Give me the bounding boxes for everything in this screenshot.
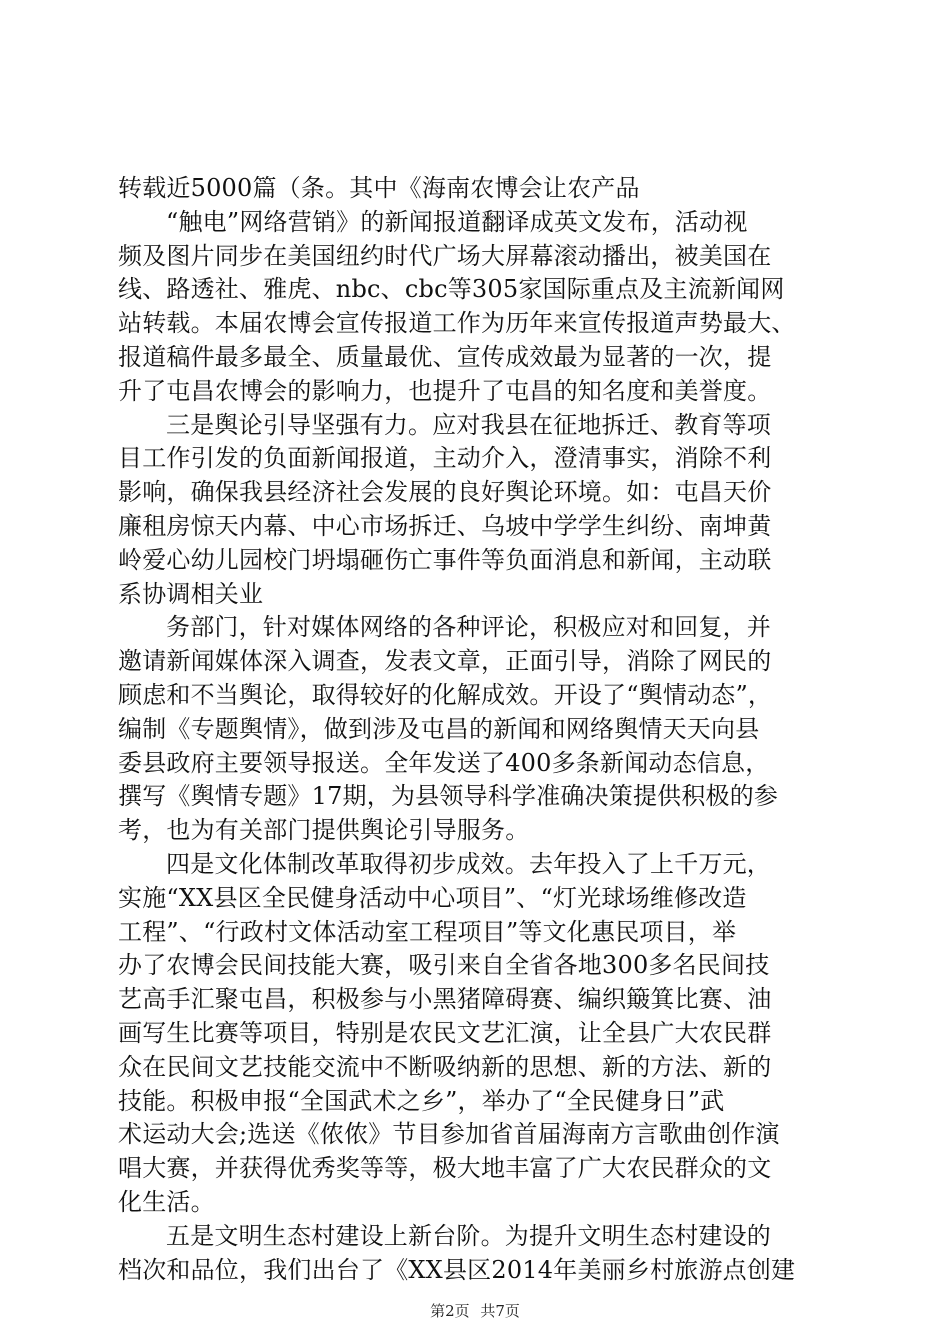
text-line: 考，也为有关部门提供舆论引导服务。 <box>118 816 530 845</box>
text-line: 委县政府主要领导报送。全年发送了400多条新闻动态信息， <box>118 748 770 777</box>
text-line: 画写生比赛等项目，特别是农民文艺汇演，让全县广大农民群 <box>118 1018 772 1047</box>
text-line: 报道稿件最多最全、质量最优、宣传成效最为显著的一次，提 <box>118 342 772 371</box>
text-line: 三是舆论引导坚强有力。应对我县在征地拆迁、教育等项 <box>166 410 771 439</box>
text-line: 频及图片同步在美国纽约时代广场大屏幕滚动播出，被美国在 <box>118 241 772 270</box>
page-number: 第2页 <box>430 1302 470 1320</box>
text-line: 目工作引发的负面新闻报道，主动介入，澄清事实，消除不利 <box>118 444 772 473</box>
document-body <box>118 172 878 1287</box>
text-line: 站转载。本届农博会宣传报道工作为历年来宣传报道声势最大、 <box>118 309 796 338</box>
total-pages: 共7页 <box>480 1302 520 1320</box>
text-line: 实施“XX县区全民健身活动中心项目”、“灯光球场维修改造 <box>118 883 747 912</box>
text-line: 转载近5000篇（条。其中《海南农博会让农产品 <box>118 174 640 202</box>
text-line: 廉租房惊天内幕、中心市场拆迁、乌坡中学学生纠纷、南坤黄 <box>118 511 772 540</box>
text-line: 工程”、“行政村文体活动室工程项目”等文化惠民项目，举 <box>118 917 737 946</box>
text-line: 术运动大会;选送《侬侬》节目参加省首届海南方言歌曲创作演 <box>118 1120 780 1149</box>
text-line: 唱大赛，并获得优秀奖等等，极大地丰富了广大农民群众的文 <box>118 1154 772 1183</box>
text-line: 艺高手汇聚屯昌，积极参与小黑猪障碍赛、编织簸箕比赛、油 <box>118 985 772 1014</box>
text-line: 线、路透社、雅虎、nbc、cbc等305家国际重点及主流新闻网 <box>118 275 785 304</box>
text-line: 四是文化体制改革取得初步成效。去年投入了上千万元， <box>166 849 771 878</box>
text-line: 办了农博会民间技能大赛，吸引来自全省各地300多名民间技 <box>118 951 770 980</box>
text-line: 五是文明生态村建设上新台阶。为提升文明生态村建设的 <box>166 1221 771 1250</box>
text-line: 邀请新闻媒体深入调查，发表文章，正面引导，消除了网民的 <box>118 647 772 676</box>
page-footer <box>0 1300 950 1321</box>
text-line: 撰写《舆情专题》17期，为县领导科学准确决策提供积极的参 <box>118 782 779 811</box>
text-line: 众在民间文艺技能交流中不断吸纳新的思想、新的方法、新的 <box>118 1052 772 1081</box>
text-line: 升了屯昌农博会的影响力，也提升了屯昌的知名度和美誉度。 <box>118 376 772 405</box>
text-line: 档次和品位，我们出台了《XX县区2014年美丽乡村旅游点创建 <box>118 1255 796 1284</box>
text-line: 影响，确保我县经济社会发展的良好舆论环境。如：屯昌天价 <box>118 478 772 507</box>
text-line: 系协调相关业 <box>118 579 264 608</box>
text-line: “触电”网络营销》的新闻报道翻译成英文发布，活动视 <box>166 207 748 236</box>
text-line: 化生活。 <box>118 1187 215 1216</box>
text-line: 岭爱心幼儿园校门坍塌砸伤亡事件等负面消息和新闻，主动联 <box>118 545 772 574</box>
text-line: 技能。积极申报“全国武术之乡”，举办了“全民健身日”武 <box>118 1086 725 1115</box>
text-line: 编制《专题舆情》，做到涉及屯昌的新闻和网络舆情天天向县 <box>118 714 760 743</box>
text-line: 务部门，针对媒体网络的各种评论，积极应对和回复，并 <box>166 613 771 642</box>
text-line: 顾虑和不当舆论，取得较好的化解成效。开设了“舆情动态”， <box>118 680 773 709</box>
